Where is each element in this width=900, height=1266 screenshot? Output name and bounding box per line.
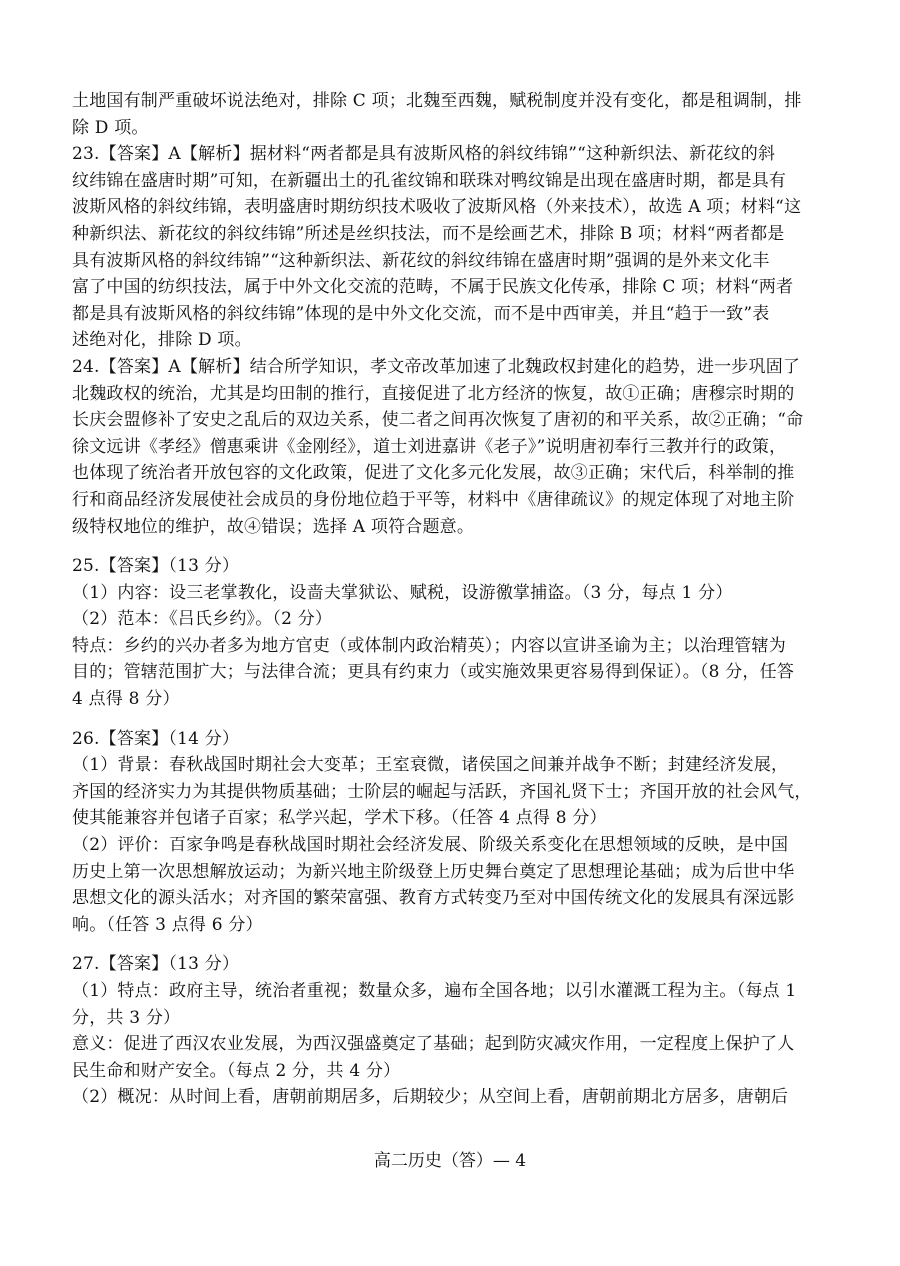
spacer xyxy=(72,713,832,726)
text-line: 种新织法、新花纹的斜纹纬锦”所述是丝织技法，而不是绘画艺术，排除 B 项；材料“两者都是 xyxy=(72,223,785,244)
text-line: （2）范本：《吕氏乡约》。（2 分） xyxy=(72,609,333,630)
text-line: 纹纬锦在盛唐时期”可知，在新疆出土的孔雀纹锦和联珠对鸭纹锦是出现在盛唐时期，都是具有 xyxy=(72,170,787,191)
text-line: 都是具有波斯风格的斜纹纬锦”体现的是中外文化交流，而不是中西审美，并且“趋于一致”表 xyxy=(72,303,770,324)
q26-answer xyxy=(72,726,832,939)
text-line: 响。（任答 3 点得 6 分） xyxy=(72,914,263,935)
question-heading: 25.【答案】（13 分） xyxy=(72,556,240,577)
text-line: 24.【答案】A【解析】结合所学知识，孝文帝改革加速了北魏政权封建化的趋势，进一步巩固了 xyxy=(72,356,801,377)
spacer xyxy=(72,540,832,553)
page-footer: 高二历史（答）— 4 xyxy=(373,1151,527,1171)
text-line: 土地国有制严重破坏说法绝对，排除 C 项；北魏至西魏，赋税制度并没有变化，都是租调制，排 xyxy=(72,91,802,111)
text-line: （2）评价：百家争鸣是春秋战国时期社会经济发展、阶级关系变化在思想领域的反映，是中国 xyxy=(72,835,789,856)
q22-tail xyxy=(72,88,832,141)
text-line: 除 D 项。 xyxy=(72,117,149,138)
text-line: （1）内容：设三老掌教化，设啬夫掌狱讼、赋税，设游徼掌捕盗。（3 分，每点 1 分） xyxy=(72,582,733,603)
answer-content xyxy=(72,88,832,1111)
text-line: 波斯风格的斜纹纬锦，表明盛唐时期纺织技术吸收了波斯风格（外来技术），故选 A 项；材料“这 xyxy=(72,197,802,218)
q27-answer xyxy=(72,951,832,1111)
q24-answer xyxy=(72,354,832,540)
text-line: 意义：促进了西汉农业发展，为西汉强盛奠定了基础；起到防灾减灾作用，一定程度上保护了人 xyxy=(72,1034,795,1055)
text-line: 述绝对化，排除 D 项。 xyxy=(72,330,252,351)
spacer xyxy=(72,938,832,951)
text-line: 也体现了统治者开放包容的文化政策，促进了文化多元化发展，故③正确；宋代后，科举制的推 xyxy=(72,463,795,484)
text-line: 行和商品经济发展使社会成员的身份地位趋于平等，材料中《唐律疏议》的规定体现了对地主阶 xyxy=(72,489,795,510)
q25-answer xyxy=(72,553,832,713)
text-line: 分，共 3 分） xyxy=(72,1007,181,1028)
text-line: （2）概况：从时间上看，唐朝前期居多，后期较少；从空间上看，唐朝前期北方居多，唐朝后 xyxy=(72,1087,789,1108)
text-line: （1）特点：政府主导，统治者重视；数量众多，遍布全国各地；以引水灌溉工程为主。（每点 1 xyxy=(72,981,797,1001)
text-line: 目的；管辖范围扩大；与法律合流；更具有约束力（或实施效果更容易得到保证）。（8 分，任答 xyxy=(72,662,795,683)
text-line: 富了中国的纺织技法，属于中外文化交流的范畴，不属于民族文化传承，排除 C 项；材料“两者 xyxy=(72,277,794,298)
text-line: 具有波斯风格的斜纹纬锦”“这种新织法、新花纹的斜纹纬锦在盛唐时期”强调的是外来文化丰 xyxy=(72,250,770,271)
question-heading: 27.【答案】（13 分） xyxy=(72,954,240,975)
text-line: 北魏政权的统治，尤其是均田制的推行，直接促进了北方经济的恢复，故①正确；唐穆宗时期的 xyxy=(72,383,795,404)
q23-answer xyxy=(72,141,832,354)
text-line: 长庆会盟修补了安史之乱后的双边关系，使二者之间再次恢复了唐初的和平关系，故②正确；“命 xyxy=(72,410,804,431)
text-line: 23.【答案】A【解析】据材料“两者都是具有波斯风格的斜纹纬锦”“这种新织法、新花纹的斜 xyxy=(72,144,776,165)
text-line: 思想文化的源头活水；对齐国的繁荣富强、教育方式转变乃至对中国传统文化的发展具有深远影 xyxy=(72,888,795,909)
text-line: 齐国的经济实力为其提供物质基础；士阶层的崛起与活跃，齐国礼贤下士；齐国开放的社会风气， xyxy=(72,781,812,802)
text-line: 级特权地位的维护，故④错误；选择 A 项符合题意。 xyxy=(72,516,475,537)
text-line: 徐文远讲《孝经》僧惠乘讲《金刚经》，道士刘进嘉讲《老子》”说明唐初奉行三教并行的政策， xyxy=(72,436,787,457)
text-line: 4 点得 8 分） xyxy=(72,689,180,710)
question-heading: 26.【答案】（14 分） xyxy=(72,728,240,749)
text-line: 使其能兼容并包诸子百家；私学兴起，学术下移。（任答 4 点得 8 分） xyxy=(72,808,607,829)
text-line: （1）背景：春秋战国时期社会大变革；王室衰微，诸侯国之间兼并战争不断；封建经济发展， xyxy=(72,755,789,776)
text-line: 历史上第一次思想解放运动；为新兴地主阶级登上历史舞台奠定了思想理论基础；成为后世中华 xyxy=(72,861,795,882)
text-line: 特点：乡约的兴办者多为地方官吏（或体制内政治精英）；内容以宣讲圣谕为主；以治理管辖为 xyxy=(72,635,786,656)
text-line: 民生命和财产安全。（每点 2 分，共 4 分） xyxy=(72,1060,401,1081)
